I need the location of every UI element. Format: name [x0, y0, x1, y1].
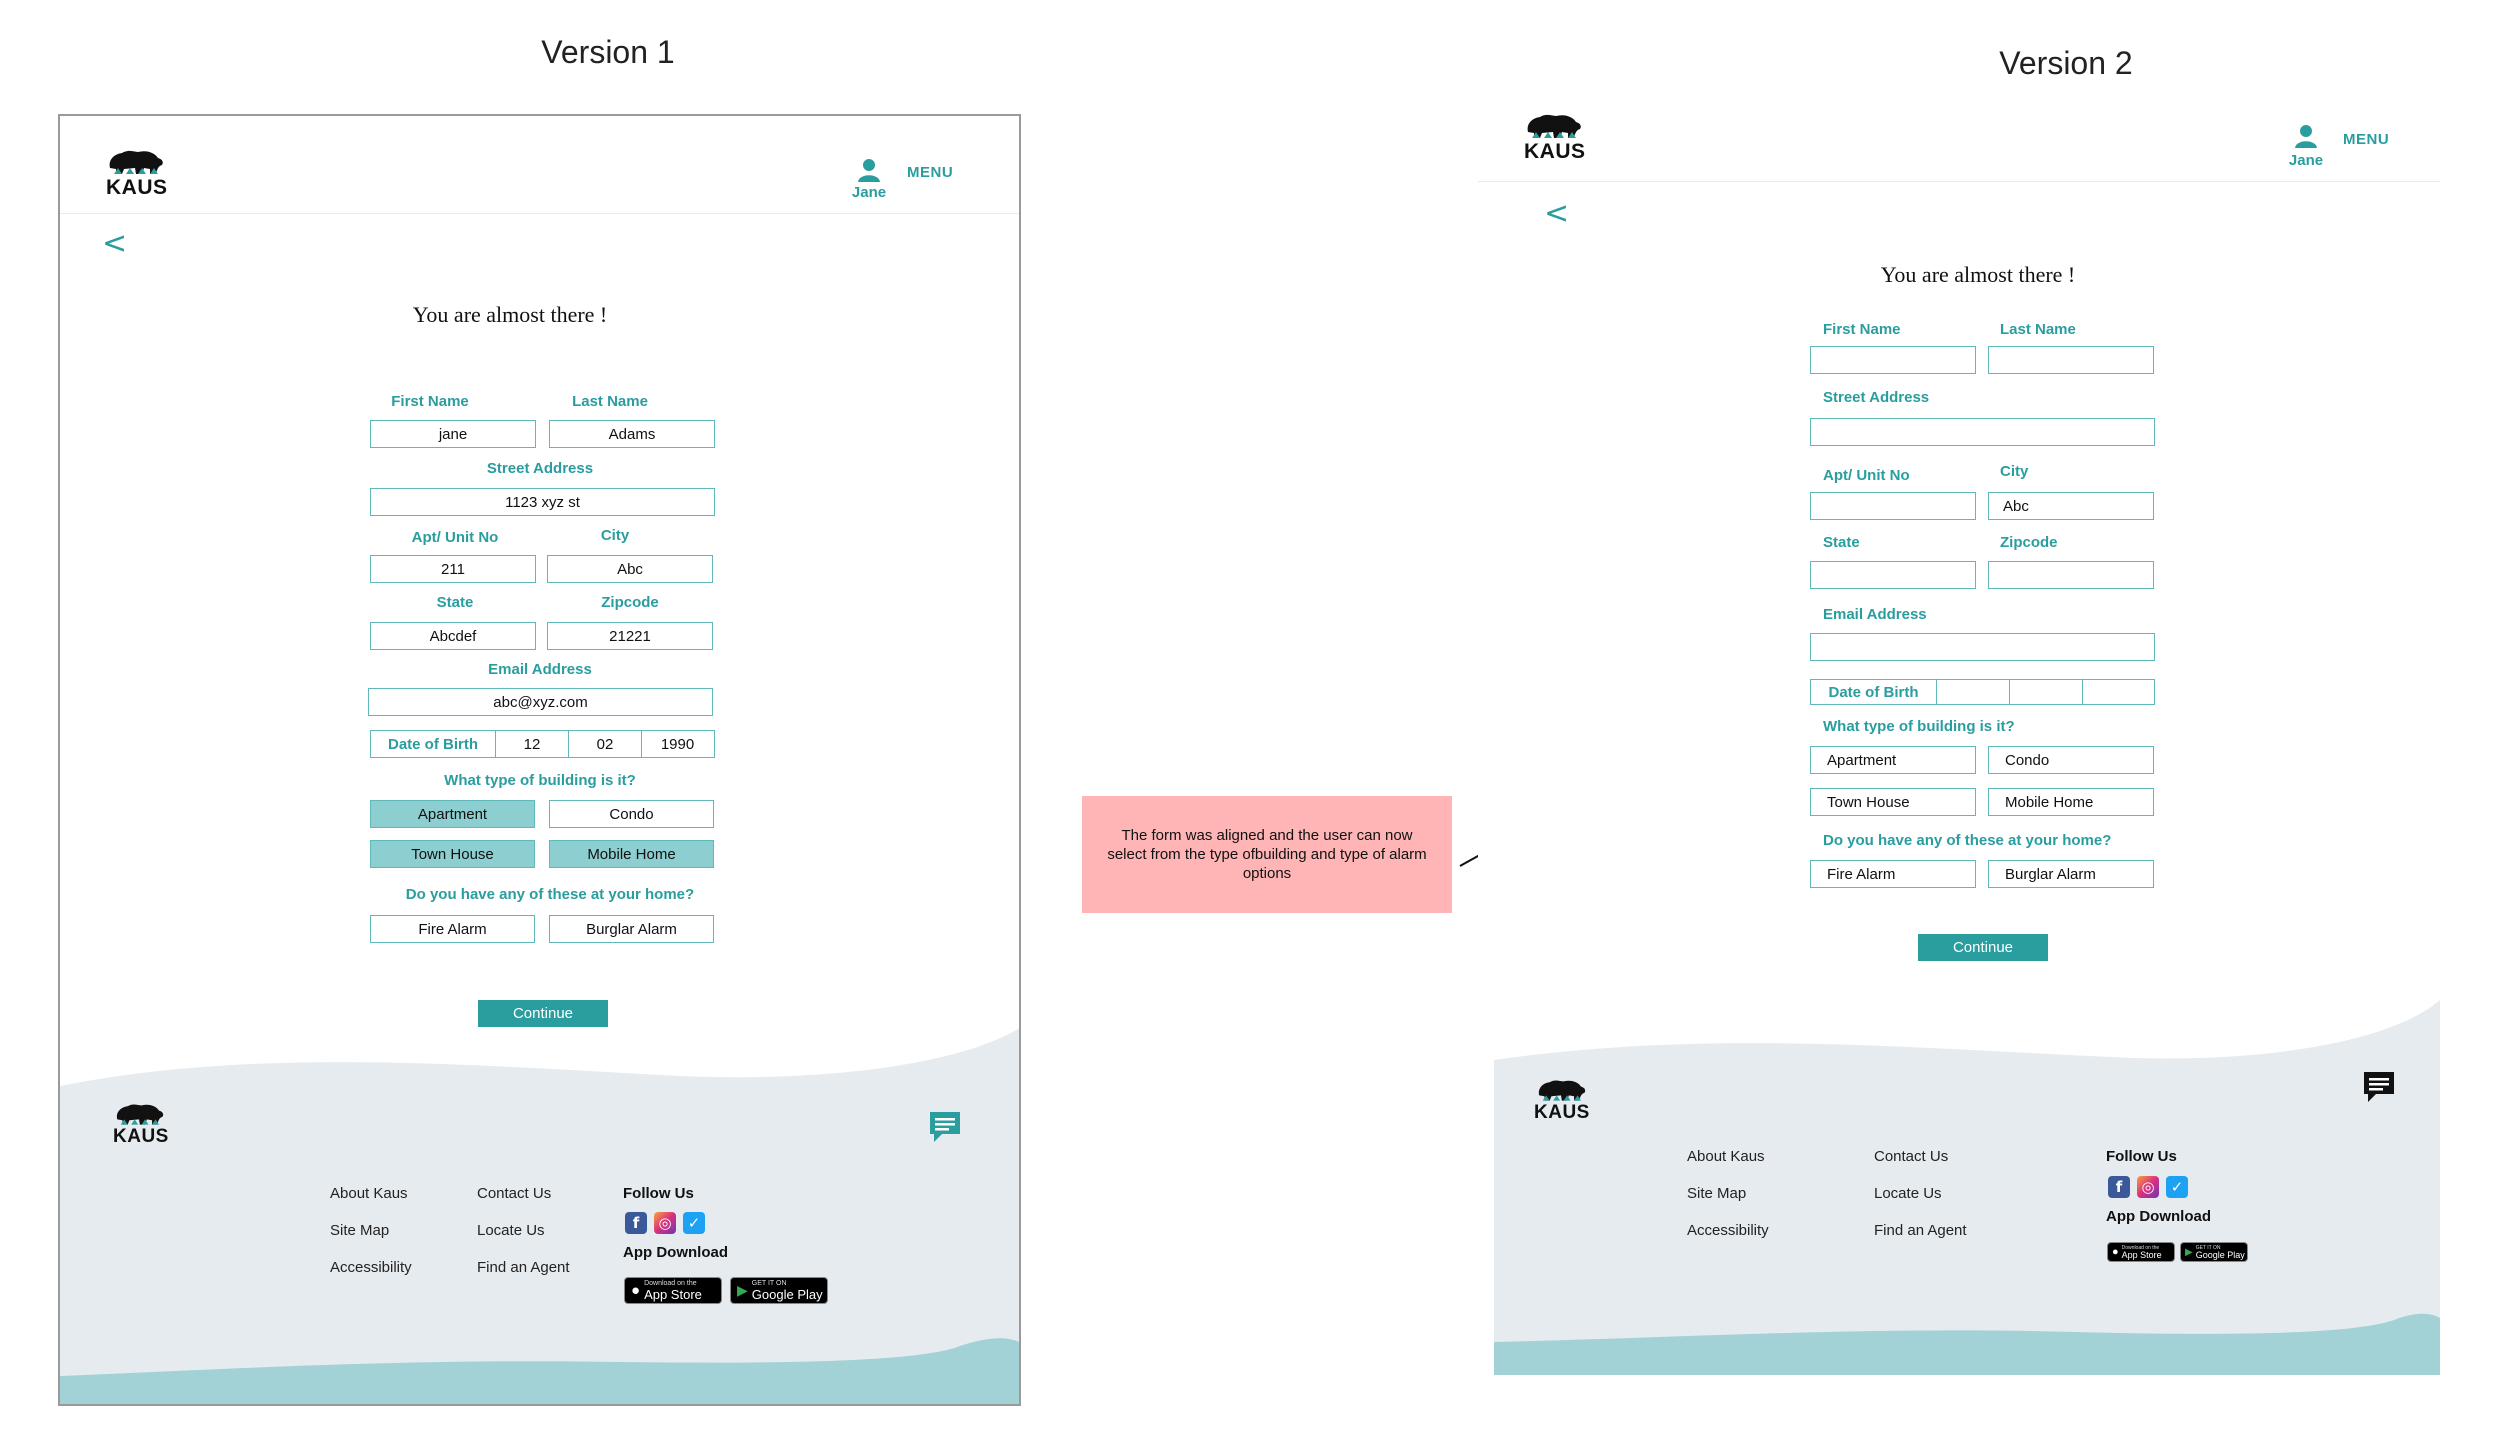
alarm-option-burglar[interactable]: Burglar Alarm: [549, 915, 714, 943]
building-question: What type of building is it?: [1823, 718, 2015, 735]
street-field[interactable]: 1123 xyz st: [370, 488, 715, 516]
zipcode-field[interactable]: [1988, 561, 2154, 589]
state-field[interactable]: Abcdef: [370, 622, 536, 650]
last-name-field[interactable]: Adams: [549, 420, 715, 448]
zipcode-label: Zipcode: [601, 594, 659, 611]
play-icon: ▶: [737, 1282, 748, 1298]
brand-name: KAUS: [106, 176, 168, 199]
version-2-frame: [1478, 100, 2440, 1375]
footer-about-link[interactable]: About Kaus: [1687, 1148, 1765, 1165]
dob-day[interactable]: [2010, 680, 2083, 704]
app-download-label: App Download: [623, 1244, 728, 1261]
apt-label: Apt/ Unit No: [411, 529, 499, 546]
footer-sitemap-link[interactable]: Site Map: [330, 1222, 390, 1239]
menu-button[interactable]: MENU: [907, 164, 954, 181]
user-name[interactable]: Jane: [851, 184, 887, 201]
dob-label: Date of Birth: [371, 731, 496, 757]
instagram-icon[interactable]: ◎: [654, 1212, 676, 1234]
change-note: The form was aligned and the user can now select from the type ofbuilding and type of alarm options: [1082, 796, 1452, 913]
menu-button[interactable]: MENU: [2343, 131, 2390, 148]
chat-icon[interactable]: [2362, 1070, 2396, 1104]
alarm-option-fire[interactable]: Fire Alarm: [1810, 860, 1976, 888]
bear-logo-icon: [1522, 110, 1584, 144]
dob-field[interactable]: [1810, 679, 2155, 705]
footer-contact-link[interactable]: Contact Us: [477, 1185, 552, 1202]
street-label: Street Address: [486, 460, 594, 477]
google-play-small-text: GET IT ON: [751, 1280, 787, 1287]
building-option-mobile-home[interactable]: Mobile Home: [549, 840, 714, 868]
app-store-small-text: Download on the: [2121, 1244, 2160, 1251]
user-icon[interactable]: [857, 158, 881, 182]
version-1-frame: [58, 114, 1021, 1406]
twitter-icon[interactable]: ✓: [683, 1212, 705, 1234]
last-name-label: Last Name: [572, 393, 648, 410]
first-name-label: First Name: [1823, 321, 1901, 338]
footer-brand-name: KAUS: [113, 1126, 169, 1147]
footer-locate-link[interactable]: Locate Us: [1874, 1185, 1942, 1202]
city-label: City: [2000, 463, 2029, 480]
email-field[interactable]: [1810, 633, 2155, 661]
facebook-icon[interactable]: f: [2108, 1176, 2130, 1198]
form-title: You are almost there !: [412, 302, 608, 327]
brand-name: KAUS: [1524, 140, 1586, 163]
zipcode-label: Zipcode: [2000, 534, 2058, 551]
building-option-town-house[interactable]: Town House: [1810, 788, 1976, 816]
email-field[interactable]: abc@xyz.com: [368, 688, 713, 716]
version-2-title: Version 2: [1999, 45, 2133, 81]
form-title: You are almost there !: [1880, 262, 2076, 287]
street-field[interactable]: [1810, 418, 2155, 446]
first-name-field[interactable]: [1810, 346, 1976, 374]
google-play-text: Google Play: [751, 1287, 823, 1302]
last-name-field[interactable]: [1988, 346, 2154, 374]
footer-accessibility-link[interactable]: Accessibility: [330, 1259, 412, 1276]
facebook-icon[interactable]: f: [625, 1212, 647, 1234]
building-option-town-house[interactable]: Town House: [370, 840, 535, 868]
bear-logo-icon: [104, 146, 166, 180]
apt-label: Apt/ Unit No: [1823, 467, 1910, 484]
footer-background: [1494, 1000, 2440, 1375]
city-label: City: [600, 527, 630, 544]
alarm-question: Do you have any of these at your home?: [1823, 832, 2112, 849]
back-button[interactable]: <: [1544, 196, 1570, 231]
continue-button[interactable]: Continue: [1918, 934, 2048, 961]
dob-month[interactable]: 12: [496, 731, 569, 757]
chat-icon[interactable]: [928, 1110, 962, 1144]
back-button[interactable]: <: [102, 226, 128, 261]
last-name-label: Last Name: [2000, 321, 2076, 338]
first-name-label: First Name: [391, 393, 469, 410]
street-label: Street Address: [1823, 389, 1930, 406]
alarm-question: Do you have any of these at your home?: [405, 886, 695, 903]
email-label: Email Address: [488, 661, 592, 678]
dob-day[interactable]: 02: [569, 731, 642, 757]
city-field[interactable]: Abc: [1988, 492, 2154, 520]
app-download-label: App Download: [2106, 1208, 2211, 1225]
google-play-text: Google Play: [2195, 1249, 2245, 1260]
header-divider: [60, 213, 1021, 214]
play-icon: ▶: [2185, 1246, 2193, 1258]
continue-button[interactable]: Continue: [478, 1000, 608, 1027]
app-store-badge[interactable]: [624, 1277, 722, 1304]
building-option-mobile-home[interactable]: Mobile Home: [1988, 788, 2154, 816]
dob-label: Date of Birth: [1811, 680, 1937, 704]
app-store-badge[interactable]: [2107, 1242, 2175, 1262]
state-label: State: [436, 594, 474, 611]
google-play-small-text: GET IT ON: [2195, 1244, 2221, 1251]
footer-contact-link[interactable]: Contact Us: [1874, 1148, 1949, 1165]
building-option-condo[interactable]: Condo: [549, 800, 714, 828]
header-divider: [1478, 181, 2440, 182]
version-1-title: Version 1: [541, 34, 675, 70]
user-name[interactable]: Jane: [2288, 152, 2324, 169]
footer-agent-link[interactable]: Find an Agent: [477, 1259, 570, 1276]
email-label: Email Address: [1823, 606, 1927, 623]
footer-agent-link[interactable]: Find an Agent: [1874, 1222, 1967, 1239]
app-store-small-text: Download on the: [644, 1280, 697, 1287]
footer-about-link[interactable]: About Kaus: [330, 1185, 408, 1202]
apple-icon: ●: [631, 1282, 641, 1299]
app-store-text: App Store: [644, 1287, 702, 1302]
footer-sitemap-link[interactable]: Site Map: [1687, 1185, 1747, 1202]
dob-year[interactable]: [2083, 680, 2153, 704]
footer-accessibility-link[interactable]: Accessibility: [1687, 1222, 1769, 1239]
alarm-option-burglar[interactable]: Burglar Alarm: [1988, 860, 2154, 888]
alarm-option-fire[interactable]: Fire Alarm: [370, 915, 535, 943]
building-question: What type of building is it?: [444, 772, 636, 789]
state-label: State: [1823, 534, 1860, 551]
apt-field[interactable]: [1810, 492, 1976, 520]
app-store-text: App Store: [2121, 1249, 2162, 1260]
dob-field[interactable]: [370, 730, 715, 758]
state-field[interactable]: [1810, 561, 1976, 589]
follow-us-label: Follow Us: [2106, 1148, 2177, 1165]
footer-background: [60, 1026, 1021, 1406]
building-option-apartment[interactable]: Apartment: [1810, 746, 1976, 774]
google-play-badge[interactable]: [730, 1277, 828, 1304]
building-option-apartment[interactable]: Apartment: [370, 800, 535, 828]
instagram-icon[interactable]: ◎: [2137, 1176, 2159, 1198]
city-field[interactable]: Abc: [547, 555, 713, 583]
footer-locate-link[interactable]: Locate Us: [477, 1222, 545, 1239]
zipcode-field[interactable]: 21221: [547, 622, 713, 650]
user-icon[interactable]: [2294, 124, 2318, 148]
google-play-badge[interactable]: [2180, 1242, 2248, 1262]
apple-icon: ●: [2112, 1246, 2119, 1258]
first-name-field[interactable]: jane: [370, 420, 536, 448]
footer-brand-name: KAUS: [1534, 1102, 1590, 1123]
twitter-icon[interactable]: ✓: [2166, 1176, 2188, 1198]
dob-year[interactable]: 1990: [660, 735, 695, 753]
follow-us-label: Follow Us: [623, 1185, 694, 1202]
apt-field[interactable]: 211: [370, 555, 536, 583]
dob-month[interactable]: [1937, 680, 2010, 704]
building-option-condo[interactable]: Condo: [1988, 746, 2154, 774]
